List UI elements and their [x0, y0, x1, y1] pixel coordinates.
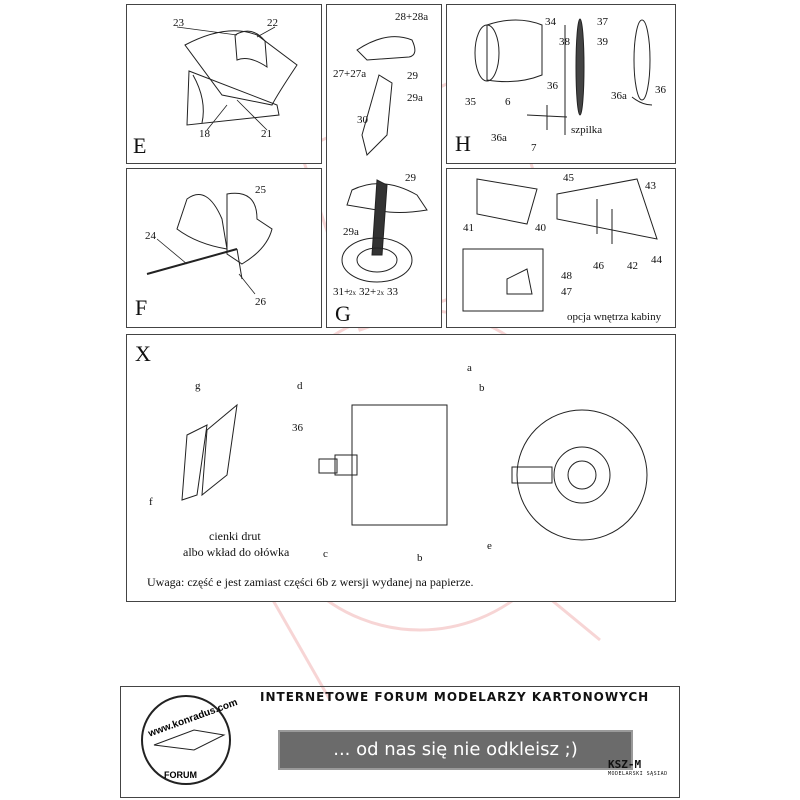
- part-label: 18: [199, 128, 210, 140]
- panel-label: H: [455, 131, 471, 156]
- slogan-banner: ... od nas się nie odkleisz ;): [278, 730, 633, 770]
- part-label: 46: [593, 260, 604, 272]
- part-label: 29: [405, 172, 416, 184]
- part-label: b: [479, 382, 485, 394]
- part-label: 35: [465, 96, 476, 108]
- part-label: 30: [357, 114, 368, 126]
- part-label: 39: [597, 36, 608, 48]
- part-label: 34: [545, 16, 556, 28]
- panel-e: [126, 4, 322, 164]
- part-label: d: [297, 380, 303, 392]
- part-label: 36: [292, 422, 303, 434]
- part-label: 29: [407, 70, 418, 82]
- part-label: 44: [651, 254, 662, 266]
- part-label: 29a: [407, 92, 423, 104]
- part-label: 27+27a: [333, 68, 367, 80]
- wire-note-2: albo wkład do ołówka: [183, 545, 290, 559]
- panel-g: [326, 4, 442, 328]
- ksz-logo-sub: MODELARSKI SĄSIAD: [608, 771, 668, 777]
- panel-label: F: [135, 295, 148, 320]
- part-label: 37: [597, 16, 608, 28]
- panel-label: X: [135, 341, 151, 366]
- part-label: 33: [387, 286, 398, 298]
- part-label: 47: [561, 286, 572, 298]
- part-label: 31+: [333, 286, 351, 298]
- part-label: e: [487, 540, 492, 552]
- part-label: 42: [627, 260, 638, 272]
- part-label: 40: [535, 222, 546, 234]
- panel-h: [446, 4, 676, 164]
- part-label: a: [467, 362, 472, 374]
- ksz-logo: [608, 758, 668, 777]
- part-label: f: [149, 496, 153, 508]
- part-label: 48: [561, 270, 572, 282]
- konradus-logo: [124, 690, 254, 790]
- panel-cabin: [446, 168, 676, 328]
- part-label: 32+: [359, 286, 377, 298]
- forum-title: INTERNETOWE FORUM MODELARZY KARTONOWYCH: [260, 690, 650, 704]
- part-label: 38: [559, 36, 570, 48]
- part-label: 43: [645, 180, 656, 192]
- logo-forum: FORUM: [164, 770, 197, 780]
- part-label: 25: [255, 184, 266, 196]
- part-label: 28+28a: [395, 11, 429, 23]
- panel-label: E: [133, 133, 147, 158]
- part-label: 45: [563, 172, 574, 184]
- part-label: 24: [145, 230, 156, 242]
- panel-label: G: [335, 301, 351, 326]
- warning-note: Uwaga: część e jest zamiast części 6b z wersji wydanej na papierze.: [147, 575, 474, 589]
- panel-f: [126, 168, 322, 328]
- pin-label: szpilka: [571, 124, 603, 136]
- part-label: 41: [463, 222, 474, 234]
- cabin-caption: opcja wnętrza kabiny: [567, 311, 662, 323]
- part-label: 36a: [491, 132, 507, 144]
- part-label: c: [323, 548, 328, 560]
- part-label: g: [195, 380, 201, 392]
- part-label: 22: [267, 17, 278, 29]
- part-label: 36: [547, 80, 558, 92]
- part-label: 6: [505, 96, 511, 108]
- part-label: 7: [531, 142, 537, 154]
- part-label: 23: [173, 17, 184, 29]
- wire-note-1: cienki drut: [209, 529, 261, 543]
- ksz-logo-text: KSZ-M: [608, 758, 642, 771]
- logo-url: www.konradus.com: [146, 697, 240, 740]
- panel-x: [126, 334, 676, 602]
- part-label: 36: [655, 84, 666, 96]
- part-label: 21: [261, 128, 272, 140]
- part-label: 29a: [343, 226, 359, 238]
- part-label: 36a: [611, 90, 627, 102]
- part-label: 2x: [349, 289, 356, 297]
- part-label: 2x: [377, 289, 384, 297]
- part-label: b: [417, 552, 423, 564]
- part-label: 26: [255, 296, 266, 308]
